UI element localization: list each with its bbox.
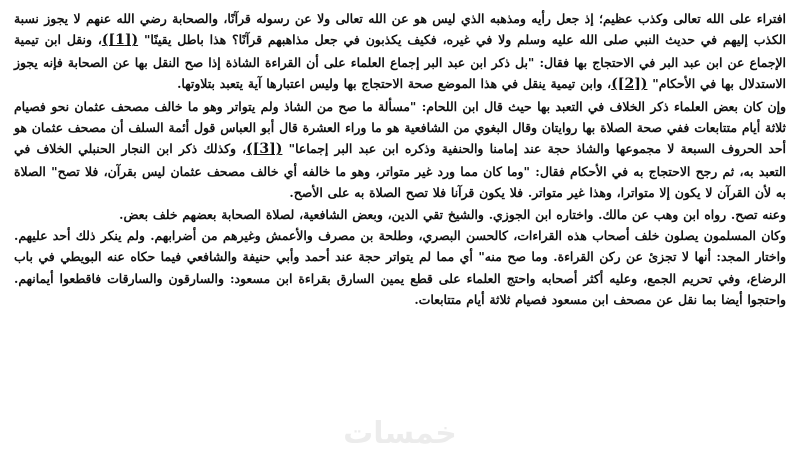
paragraph-text: وعنه تصح. رواه ابن وهب عن مالك. واختاره ابن الجوزي. والشيخ تقي الدين، وبعض الشافعية، لصلاة الصحابة بعضهم خلف بعض.: [119, 206, 786, 222]
footnote-reference-link[interactable]: ([2]): [611, 76, 648, 93]
paragraph-text: ، وكذلك ذكر ابن النجار الحنبلي الخلاف في التعبد به، ثم رجح الاحتجاج به في الأحكام فقال: "وما كان مما ورد غير متواتر، وهو ما خالفه أي خالف مصحف عثمان ليس بقرآن، فلا تصح" الصلاة به لأن القرآن لا يكون إلا متواترا، وهذا غير متواتر. فلا يكون قرآنا فلا تصح الصلاة به على الأصح.: [14, 141, 786, 201]
footnote-reference-link[interactable]: ([1]): [101, 32, 139, 49]
paragraph-text: وإن كان بعض العلماء ذكر الخلاف في التعبد بها حيث قال ابن اللحام: "مسألة ما صح من الشاذ ولم يتواتر وهو ما خالف مصحف عثمان نحو فصيام ثلاثة أيام متتابعات ففي صحة الصلاة بها روايتان وقال البغوي من الشافعية هو ما وراء العشرة قال أبو العباس قول أئمة السلف أن مصحف عثمان هو أحد الحروف السبعة لا مجموعها والشاذ حجة عند إمامنا والحنفية وذكره ابن عبد البر إجماعا": [14, 98, 786, 157]
document-page: [14, 8, 786, 448]
paragraph-text: افتراء على الله تعالى وكذب عظيم؛ إذ جعل رأيه ومذهبه الذي ليس هو عن الله تعالى ولا عن رسوله قرآنًا، والصحابة رضي الله عنهم لا يجوز نسبة الكذب إليهم في حديث النبي صلى الله عليه وسلم ولا في غيره، فكيف يكذبون في جعل مذاهبهم قرآنًا؟ هذا باطل يقينًا": [14, 11, 786, 48]
footnote-reference-link[interactable]: ([3]): [246, 141, 283, 158]
paragraph-text: ، وابن تيمية ينقل في هذا الموضع صحة الاحتجاج بها وليس اعتبارها آية يتعبد بتلاوتها.: [177, 76, 612, 92]
paragraph-text: وكان المسلمون يصلون خلف أصحاب هذه القراءات، كالحسن البصري، وطلحة بن مصرف والأعمش وغيرهم من أضرابهم. ولم ينكر ذلك أحد عليهم. واختار المجد: أنها لا تجزئ عن ركن القراءة. وما صح منه" أي مما لم يتواتر حجة عند أحمد وأبي حنيفة والشافعي فيما حكاه عنه البويطي في باب الرضاع، وفي تحريم الجمع، وعليه أكثر أصحابه واحتج العلماء على قطع يمين السارق بقراءة ابن مسعود: والسارقون والسارقات فاقطعوا أيمانهم. واحتجوا أيضا بما نقل عن مصحف ابن مسعود فصيام ثلاثة أيام متتابعات.: [14, 228, 786, 308]
paragraph: [14, 204, 786, 225]
paragraph: [14, 225, 786, 311]
paragraph-text: ، ونقل ابن تيمية الإجماع عن ابن عبد البر في الاحتجاج بها فقال: "بل ذكر ابن عبد البر إجماع العلماء على أن القراءة الشاذة إذا صح النقل بها عن الصحابة فإنه يجوز الاستدلال بها في الأحكام": [14, 32, 786, 92]
paragraph: [14, 8, 786, 96]
watermark-logo: خمسات: [343, 416, 457, 451]
paragraph: [14, 96, 786, 204]
